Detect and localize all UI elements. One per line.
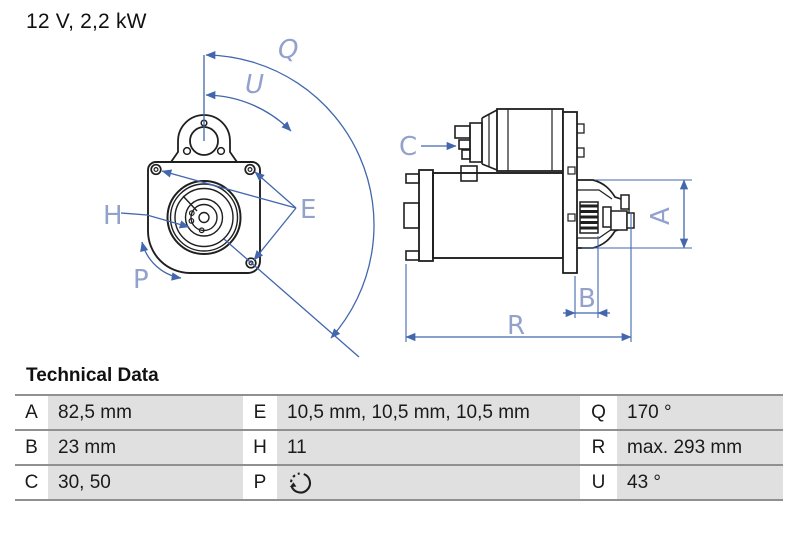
cell-key-u: U <box>580 466 617 499</box>
table-row <box>15 394 783 429</box>
table-row <box>15 429 783 464</box>
table-title: Technical Data <box>26 365 159 386</box>
cell-key-c: C <box>15 466 48 499</box>
dim-label-p: P <box>133 265 149 295</box>
cell-key-q: Q <box>580 396 617 429</box>
technical-data-table <box>15 394 783 501</box>
cell-key-b: B <box>15 431 48 464</box>
drive-end-housing <box>577 180 634 248</box>
leader-H <box>121 213 189 227</box>
solenoid-terminals <box>455 126 470 159</box>
cell-value-a: 82,5 mm <box>48 396 243 429</box>
cell-value-c: 30, 50 <box>48 466 243 499</box>
motor-body <box>404 170 563 261</box>
flange-plate <box>563 112 577 273</box>
dim-label-a: A <box>646 207 676 225</box>
dimension-lines <box>121 55 692 357</box>
cell-key-r: R <box>580 431 617 464</box>
cell-key-h: H <box>243 431 277 464</box>
bolt-hole-top-left <box>151 165 161 175</box>
rotation-direction-icon <box>287 469 314 496</box>
cell-key-e: E <box>243 396 277 429</box>
dim-label-q: Q <box>278 35 299 65</box>
table-row <box>15 464 783 499</box>
dim-label-b: B <box>578 284 596 314</box>
dim-label-u: U <box>245 70 265 100</box>
dim-label-r: R <box>507 311 526 341</box>
bolt-hole-top-right <box>245 165 255 175</box>
cell-value-u: 43 ° <box>617 466 783 499</box>
cell-value-e: 10,5 mm, 10,5 mm, 10,5 mm <box>277 396 580 429</box>
cell-key-a: A <box>15 396 48 429</box>
cell-value-q: 170 ° <box>617 396 783 429</box>
cell-value-r: max. 293 mm <box>617 431 783 464</box>
cell-key-p: P <box>243 466 277 499</box>
cell-value-h: 11 <box>277 431 580 464</box>
dim-arc-U <box>206 95 291 131</box>
dim-label-e: E <box>300 195 317 225</box>
cell-value-p <box>277 466 580 499</box>
dim-label-h: H <box>103 201 123 231</box>
dim-label-c: C <box>399 132 418 162</box>
pinion-gear <box>580 202 598 233</box>
hub-diagonal-line <box>224 239 359 357</box>
page-title: 12 V, 2,2 kW <box>26 10 147 33</box>
cell-value-b: 23 mm <box>48 431 243 464</box>
